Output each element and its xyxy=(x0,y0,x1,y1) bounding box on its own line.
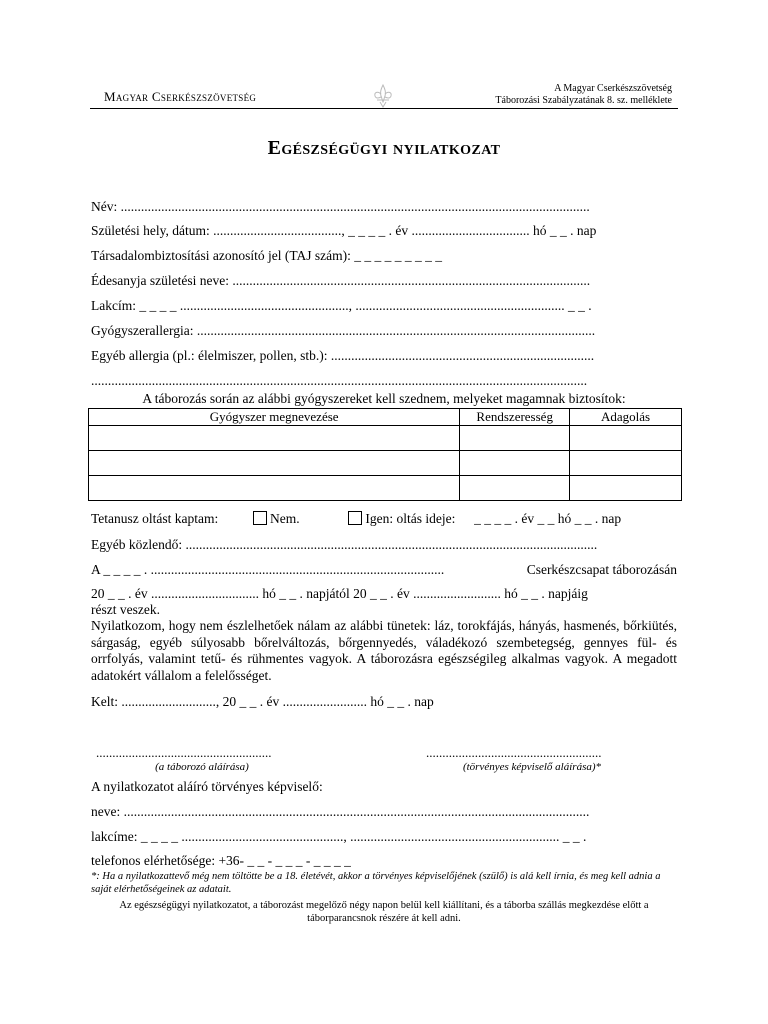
footnote: *: Ha a nyilatkozattevő még nem töltötte be a 18. életévét, akkor a törvényes képviselőjének (szülő) is alá kell írnia, és meg kell adnia a saját elérhetőségeinek az adatait. xyxy=(91,871,661,895)
field-guardian-phone[interactable]: telefonos elérhetősége: +36- _ _ - _ _ _ - _ _ _ _ xyxy=(91,853,351,868)
field-name[interactable]: Név: ........................................................................................................................................... xyxy=(91,199,590,214)
guardian-signature-line[interactable]: ...................................................... xyxy=(426,745,602,760)
field-camp-dates[interactable]: 20 _ _ . év ................................ hó _ _ . napjától 20 _ _ . év .......................... hó _ _ . napjáig xyxy=(91,586,588,601)
field-guardian-address[interactable]: lakcíme: _ _ _ _ ................................................, .............................................................. _ _ . xyxy=(91,829,587,844)
scout-lily-logo xyxy=(372,84,394,108)
field-other-allergy[interactable]: Egyéb allergia (pl.: élelmiszer, pollen, stb.): .............................................................................. xyxy=(91,348,595,363)
col-header-dosage: Adagolás xyxy=(570,409,682,426)
tetanus-no-checkbox[interactable] xyxy=(253,511,267,525)
field-other-note[interactable]: Egyéb közlendő: .......................................................................................................................... xyxy=(91,537,598,552)
table-row xyxy=(89,426,682,451)
header-right-line2: Táborozási Szabályzatának 8. sz. melléklete xyxy=(495,95,672,106)
tetanus-date-field[interactable]: _ _ _ _ . év _ _ hó _ _ . nap xyxy=(474,511,622,526)
field-address[interactable]: Lakcím: _ _ _ _ .................................................., .............................................................. _ _ . xyxy=(91,298,592,313)
tetanus-yes-label: Igen: oltás ideje: xyxy=(365,511,456,526)
document-title: Egészségügyi nyilatkozat xyxy=(267,137,501,159)
tetanus-row xyxy=(91,511,677,527)
camp-line1-suffix: Cserkészcsapat táborozásán xyxy=(526,562,677,577)
final-note: Az egészségügyi nyilatkozatot, a táborozást megelőző négy napon belül kell kiállítani, és a táborba szállás megkezdése előtt a táborparancsnok részére át kell adni. xyxy=(119,900,649,924)
declaration-text: Nyilatkozom, hogy nem észlelhetőek nálam az alábbi tünetek: láz, torokfájás, hányás, hasmenés, bőrkiütés, sárgaság, egyéb súlyosabb bőrelváltozás, bőrgennyedés, váladékozó szembetegség, gennyes fül- és orrfolyás, valamint tetű- és rühmentes vagyok. A táborozásra egészségileg alkalmas vagyok. A megadott adatokért vállalom a felelősséget. xyxy=(91,618,677,683)
camper-signature-line[interactable]: ...................................................... xyxy=(96,745,272,760)
cell-frequency[interactable] xyxy=(460,426,570,451)
cell-drug[interactable] xyxy=(89,476,460,501)
cell-dosage[interactable] xyxy=(570,426,682,451)
field-other-allergy-cont[interactable]: ................................................................................................................................................... xyxy=(91,373,588,388)
meds-intro: A táborozás során az alábbi gyógyszereket kell szednem, melyeket magamnak biztosítok: xyxy=(142,391,626,406)
field-guardian-name[interactable]: neve: .......................................................................................................................................... xyxy=(91,804,590,819)
header-rule xyxy=(90,108,678,109)
cell-drug[interactable] xyxy=(89,451,460,476)
field-mother-name[interactable]: Édesanyja születési neve: .......................................................................................................... xyxy=(91,273,591,288)
camper-signature-caption: (a táborozó aláírása) xyxy=(155,761,249,773)
cell-frequency[interactable] xyxy=(460,476,570,501)
tetanus-no-label: Nem. xyxy=(270,511,300,526)
field-drug-allergy[interactable]: Gyógyszerallergia: ...................................................................................................................... xyxy=(91,323,596,338)
cell-frequency[interactable] xyxy=(460,451,570,476)
camp-line1 xyxy=(91,562,677,578)
cell-drug[interactable] xyxy=(89,426,460,451)
col-header-drug: Gyógyszer megnevezése xyxy=(89,409,460,426)
tetanus-label: Tetanusz oltást kaptam: xyxy=(91,511,219,526)
table-row xyxy=(89,451,682,476)
header-right-line1: A Magyar Cserkészszövetség xyxy=(554,83,672,94)
cell-dosage[interactable] xyxy=(570,476,682,501)
guardian-heading: A nyilatkozatot aláíró törvényes képviselő: xyxy=(91,779,323,794)
camp-line3: részt veszek. xyxy=(91,602,160,617)
table-header-row xyxy=(89,409,682,426)
medication-table xyxy=(88,408,682,501)
field-taj[interactable]: Társadalombiztosítási azonosító jel (TAJ szám): _ _ _ _ _ _ _ _ _ xyxy=(91,248,442,263)
tetanus-yes-checkbox[interactable] xyxy=(348,511,362,525)
field-birth[interactable]: Születési hely, dátum: ......................................, _ _ _ _ . év ................................... hó _ _ . nap xyxy=(91,223,597,238)
table-row xyxy=(89,476,682,501)
col-header-frequency: Rendszeresség xyxy=(460,409,570,426)
org-name: Magyar Cserkészszövetség xyxy=(104,89,257,104)
guardian-signature-caption: (törvényes képviselő aláírása)* xyxy=(462,761,602,773)
field-troop[interactable]: A _ _ _ _ . ....................................................................................... xyxy=(91,562,445,577)
header-right xyxy=(495,83,672,107)
field-signed-at[interactable]: Kelt: ............................, 20 _ _ . év ......................... hó _ _ . nap xyxy=(91,694,434,709)
cell-dosage[interactable] xyxy=(570,451,682,476)
